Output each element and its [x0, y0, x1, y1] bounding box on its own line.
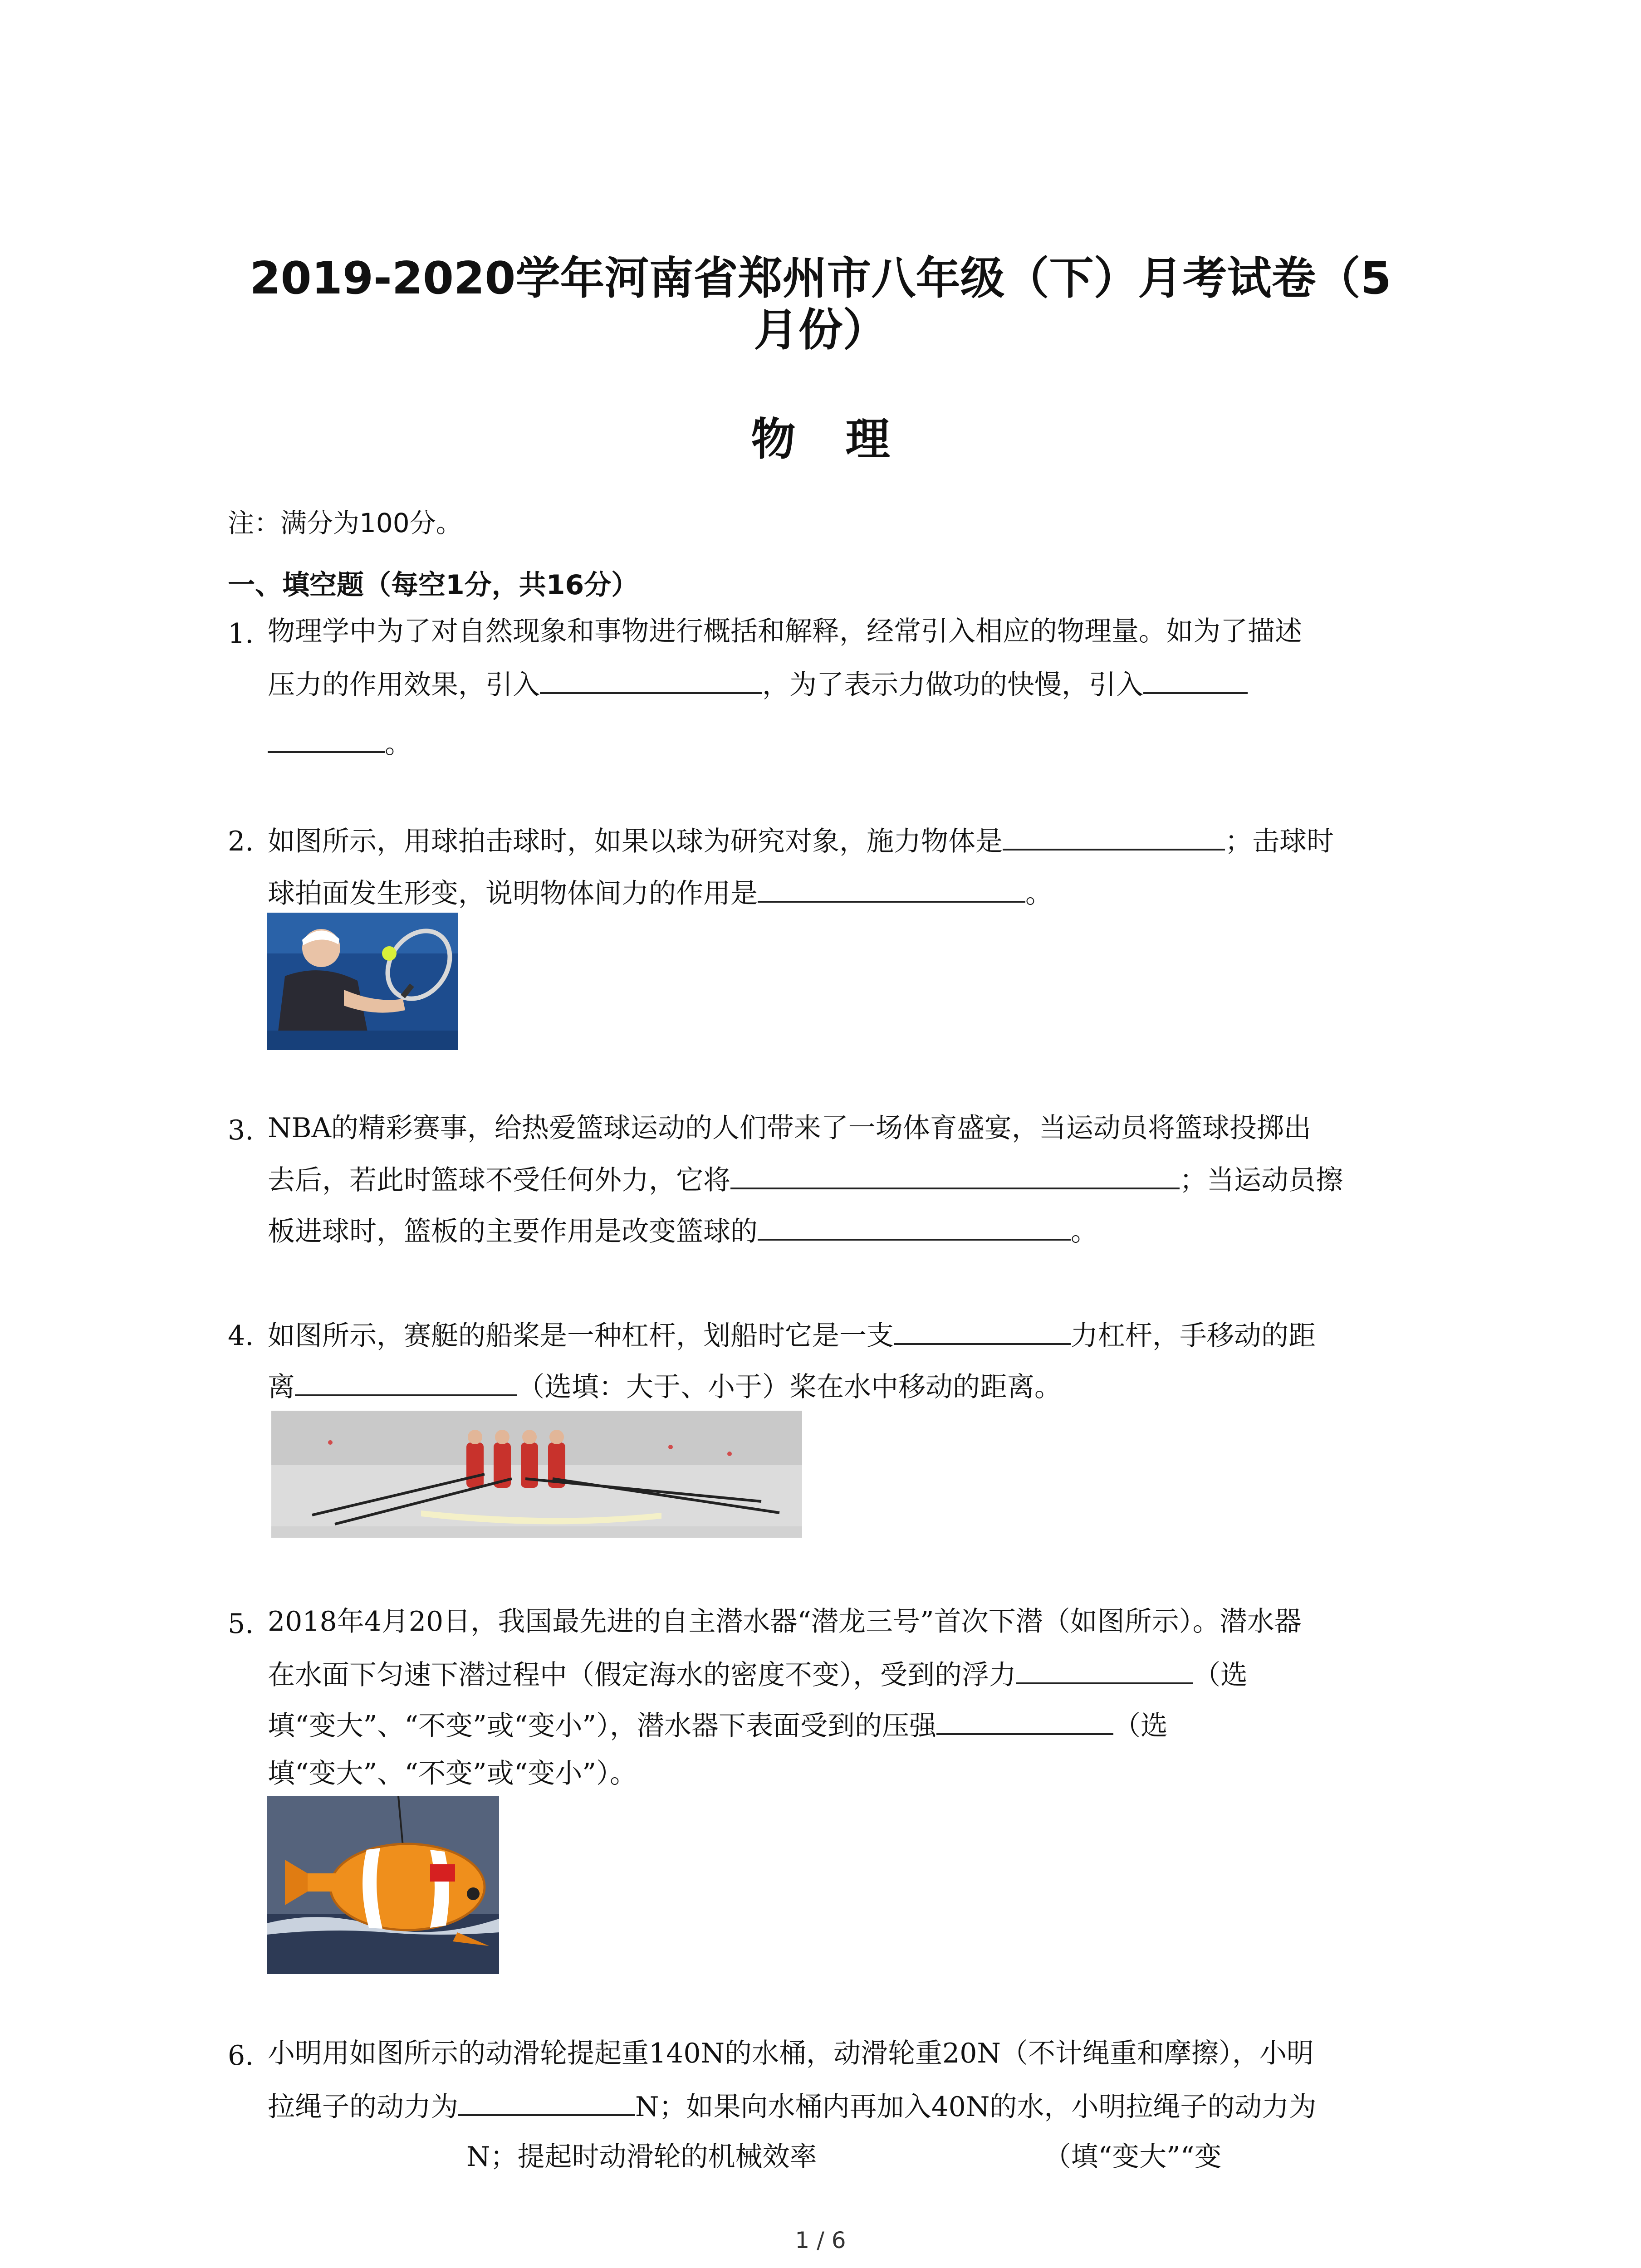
question-number: 3.	[228, 1114, 254, 1146]
answer-blank[interactable]	[1003, 823, 1225, 850]
score-note: 注：满分为100分。	[228, 508, 462, 538]
question-text-line	[268, 1318, 1316, 1352]
tennis-player-picture	[267, 913, 458, 1050]
answer-blank[interactable]	[268, 726, 385, 753]
question-text-line	[268, 2089, 1316, 2123]
section-heading-fill-in: 一、填空题（每空1分，共16分）	[228, 569, 639, 601]
question-text-segment: 离	[268, 1371, 295, 1403]
question-text-segment: ，为了表示力做功的快慢，引入	[762, 669, 1143, 701]
answer-blank[interactable]	[730, 1162, 1180, 1189]
question-text-segment: N；如果向水桶内再加入40N的水，小明拉绳子的动力为	[635, 2091, 1317, 2123]
question-text-segment: 。	[1025, 878, 1053, 909]
question-text-segment: 去后，若此时篮球不受任何外力，它将	[268, 1164, 730, 1196]
question-text-line	[268, 667, 1248, 701]
question-text-segment: （选填：大于、小于）桨在水中移动的距离。	[517, 1371, 1062, 1403]
question-text-line: 填“变大”、“不变”或“变小”）。	[268, 1758, 637, 1789]
question-text-line	[268, 823, 1334, 857]
answer-blank[interactable]	[894, 1318, 1071, 1345]
question-text-segment: 如图所示，赛艇的船桨是一种杠杆，划船时它是一支	[268, 1320, 894, 1352]
exam-title-line1: 2019-2020学年河南省郑州市八年级（下）月考试卷（5	[250, 253, 1391, 304]
question-text-line	[268, 1708, 1168, 1742]
question-text-segment: （填“变大”“变	[1043, 2141, 1222, 2173]
submersible-image	[267, 1796, 499, 1974]
question-text-segment: ；击球时	[1225, 826, 1334, 857]
question-number: 1.	[228, 618, 254, 650]
answer-blank[interactable]	[1016, 1657, 1193, 1684]
question-text-line	[268, 1369, 1062, 1403]
question-text-segment: 填“变大”、“不变”或“变小”），潜水器下表面受到的压强	[268, 1710, 937, 1742]
question-text-segment: 在水面下匀速下潜过程中（假定海水的密度不变），受到的浮力	[268, 1659, 1016, 1691]
question-number: 2.	[228, 826, 254, 857]
question-text-segment: ；当运动员擦	[1180, 1164, 1343, 1196]
answer-blank[interactable]	[295, 1369, 517, 1396]
rowing-boat-picture	[271, 1411, 802, 1538]
question-text-segment: 球拍面发生形变，说明物体间力的作用是	[268, 878, 758, 909]
question-text-segment: 如图所示，用球拍击球时，如果以球为研究对象，施力物体是	[268, 826, 1003, 857]
answer-blank[interactable]	[758, 875, 1025, 903]
subject-heading: 物理	[751, 414, 940, 465]
question-text-line: 2018年4月20日，我国最先进的自主潜水器“潜龙三号”首次下潜（如图所示）。潜水器	[268, 1606, 1302, 1637]
question-text-segment: 板进球时，篮板的主要作用是改变篮球的	[268, 1216, 758, 1247]
submersible-picture	[267, 1796, 499, 1974]
rowing-boat-image	[271, 1411, 802, 1538]
question-text-line	[268, 1162, 1343, 1196]
question-text-line	[268, 1657, 1248, 1691]
answer-blank[interactable]	[540, 667, 762, 694]
question-text-segment: （选	[1113, 1710, 1168, 1742]
question-text-line: 小明用如图所示的动滑轮提起重140N的水桶，动滑轮重20N（不计绳重和摩擦），小明	[268, 2038, 1314, 2069]
question-text-segment: N；提起时动滑轮的机械效率	[466, 2141, 817, 2173]
question-text-segment: 。	[1071, 1216, 1098, 1247]
answer-blank[interactable]	[1143, 667, 1248, 694]
answer-blank[interactable]	[458, 2089, 635, 2116]
question-text-line	[466, 2139, 1222, 2173]
answer-blank[interactable]	[758, 1213, 1071, 1241]
question-text-line: 物理学中为了对自然现象和事物进行概括和解释，经常引入相应的物理量。如为了描述	[268, 616, 1302, 647]
question-text-line	[268, 875, 1053, 909]
question-text-line: NBA的精彩赛事，给热爱篮球运动的人们带来了一场体育盛宴，当运动员将篮球投掷出	[268, 1112, 1311, 1144]
question-text-line	[268, 726, 412, 760]
answer-blank[interactable]	[817, 2139, 1044, 2166]
answer-blank[interactable]	[936, 1708, 1113, 1735]
question-number: 6.	[228, 2040, 254, 2072]
question-text-line	[268, 1213, 1098, 1247]
tennis-player-image	[267, 913, 458, 1050]
question-text-segment: （选	[1193, 1659, 1248, 1691]
question-text-segment: 拉绳子的动力为	[268, 2091, 458, 2123]
question-number: 4.	[228, 1320, 254, 1352]
question-number: 5.	[228, 1608, 254, 1640]
exam-title-line2: 月份）	[754, 304, 887, 356]
question-text-segment: 力杠杆，手移动的距	[1071, 1320, 1316, 1352]
question-text-segment: 压力的作用效果，引入	[268, 669, 540, 701]
page-number: 1 / 6	[795, 2227, 846, 2253]
question-text-segment: 。	[385, 728, 412, 760]
